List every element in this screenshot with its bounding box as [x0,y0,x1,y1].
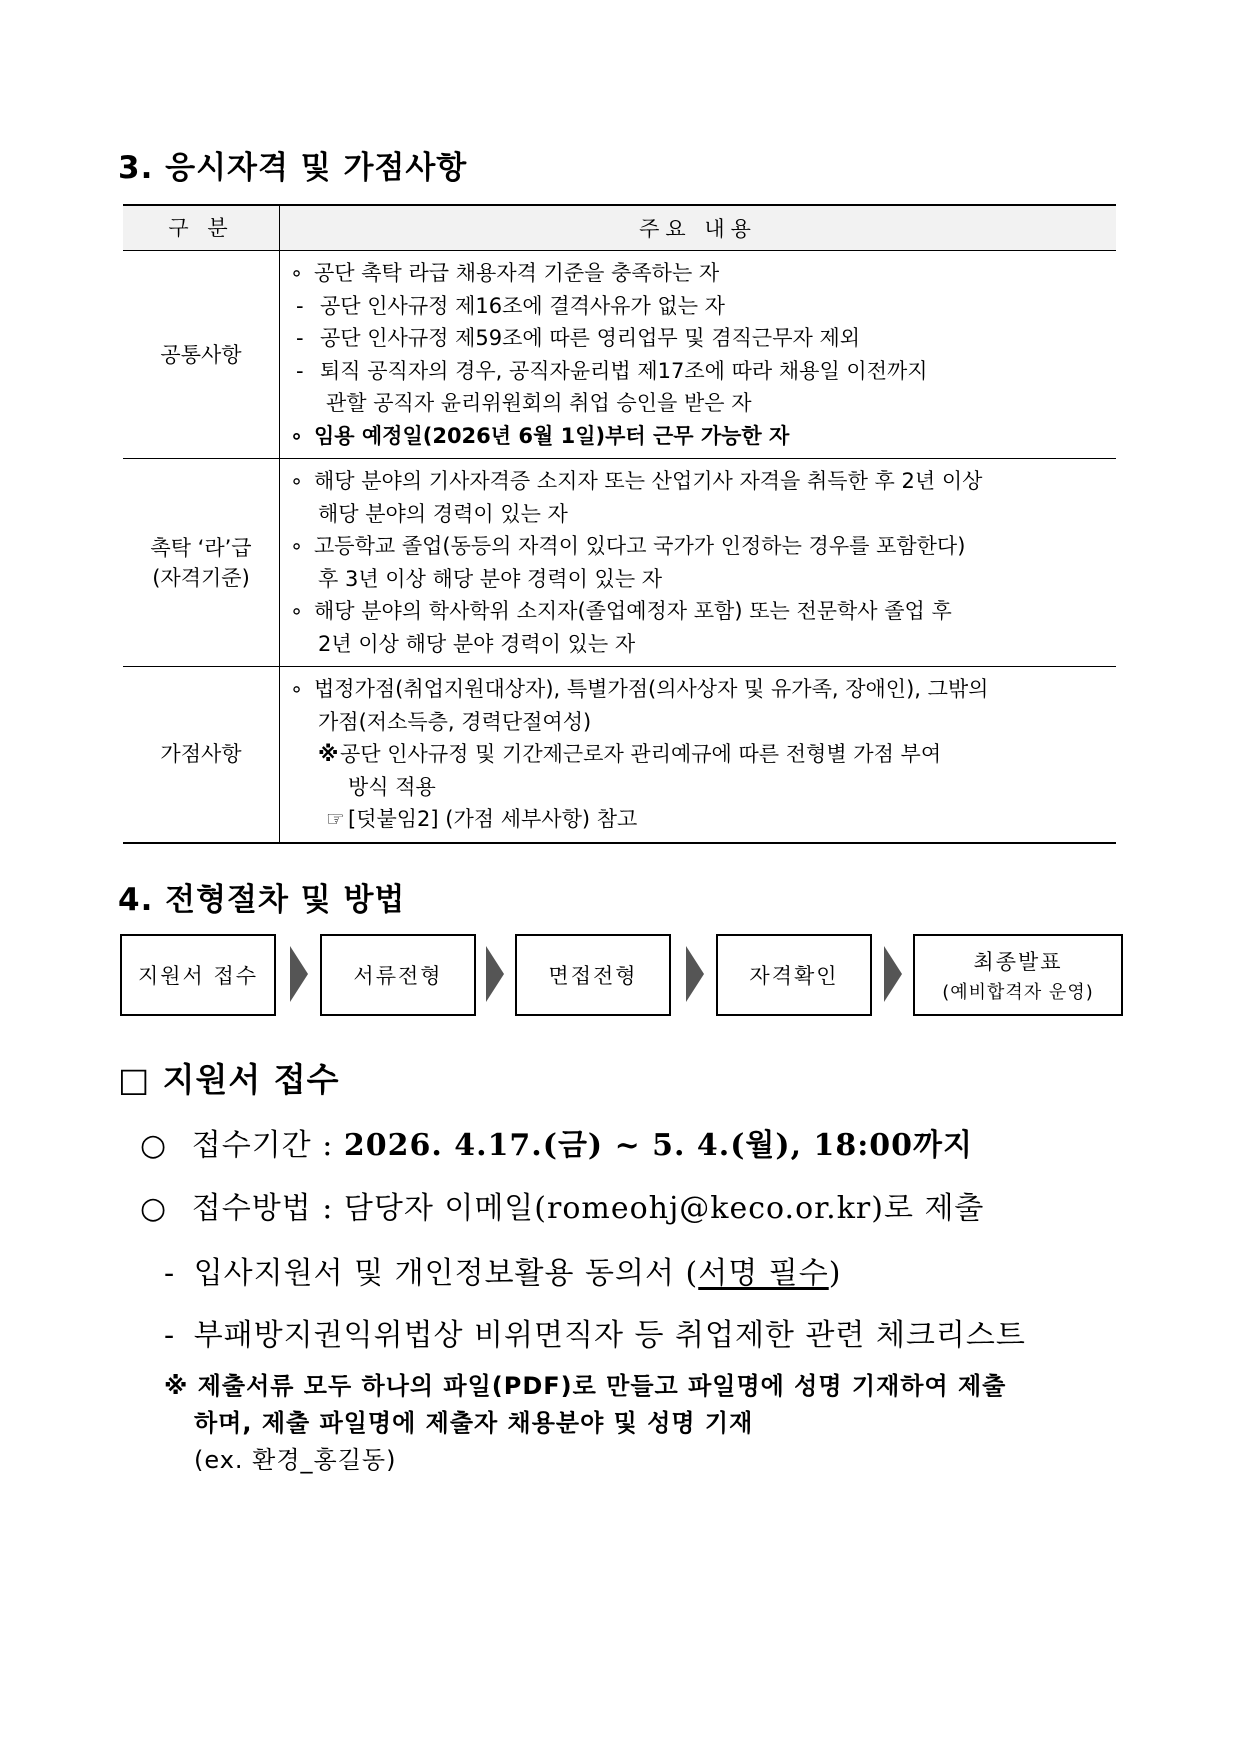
submission-note [164,1368,1006,1479]
note-line: 하며, 제출 파일명에 제출자 채용분야 및 성명 기재 [194,1409,754,1437]
table-header-content: 주요 내용 [280,205,1117,251]
content-line: - 퇴직 공직자의 경우, 공직자윤리법 제17조에 따라 채용일 이전까지 [296,358,928,383]
content-line-start-date: ∘ 임용 예정일(2026년 6월 1일)부터 근무 가능한 자 [290,423,790,448]
content-line: 방식 적용 [348,774,436,799]
row-category-grade-line1: 촉탁 ‘라’급 [150,535,252,560]
row-category-bonus: 가점사항 [123,667,280,843]
step-interview [515,934,671,1016]
content-line: 후 3년 이상 해당 분야 경력이 있는 자 [318,566,663,591]
row-content-bonus [280,667,1117,843]
content-line: ∘ 해당 분야의 기사자격증 소지자 또는 산업기사 자격을 취득한 후 2년 이상 [290,469,983,493]
content-line: ∘ 법정가점(취업지원대상자), 특별가점(의사상자 및 유가족, 장애인), 그밖의 [290,677,989,701]
table-row-common [123,251,1116,459]
content-line: ※공단 인사규정 및 기간제근로자 관리예규에 따른 전형별 가점 부여 [318,742,942,766]
method-label: 접수방법 : [191,1191,334,1226]
content-line: ∘ 고등학교 졸업(동등의 자격이 있다고 국가가 인정하는 경우를 포함한다) [290,534,966,558]
doc-text: 입사지원서 및 개인정보활용 동의서 ( [193,1256,699,1291]
doc-suffix: ) [828,1256,842,1291]
arrow-right-icon [884,946,902,1002]
table-row-bonus [123,667,1116,843]
step-label: 서류전형 [353,964,443,988]
period-value: 2026. 4.17.(금) ~ 5. 4.(월), 18:00까지 [343,1128,974,1163]
table-row-grade [123,459,1116,667]
row-content-common [280,251,1117,459]
section-4-title: 4. 전형절차 및 방법 [118,882,406,918]
doc-text: 부패방지권익위법상 비위면직자 등 취업제한 관련 체크리스트 [193,1318,1026,1353]
arrow-right-icon [686,946,704,1002]
doc-item-application-form [164,1248,841,1292]
signature-required: 서명 필수 [698,1256,829,1291]
arrow-right-icon [486,946,504,1002]
content-line: ∘ 해당 분야의 학사학위 소지자(졸업예정자 포함) 또는 전문학사 졸업 후 [290,599,952,623]
content-line: - 공단 인사규정 제16조에 결격사유가 없는 자 [296,293,725,318]
step-final-announcement [913,934,1123,1016]
period-label: 접수기간 : [191,1128,334,1163]
step-label: 지원서 접수 [137,964,259,988]
dash-bullet: - [164,1318,176,1353]
step-application [120,934,276,1016]
dash-bullet: - [164,1256,176,1291]
note-line: 제출서류 모두 하나의 파일(PDF)로 만들고 파일명에 성명 기재하여 제출 [197,1372,1007,1400]
method-value: 담당자 이메일(romeohj@keco.or.kr)로 제출 [343,1191,985,1226]
step-document-screening [320,934,476,1016]
arrow-right-icon [290,946,308,1002]
row-category-common: 공통사항 [123,251,280,459]
section-3-title: 3. 응시자격 및 가점사항 [118,150,468,186]
step-label: 자격확인 [749,964,839,988]
note-marker: ※ [164,1372,189,1400]
step-label: 최종발표 [973,950,1063,974]
content-line: 관할 공직자 윤리위원회의 취업 승인을 받은 자 [326,391,752,415]
application-method [140,1183,984,1227]
row-category-grade [123,459,280,667]
circle-bullet: ○ [140,1191,168,1226]
circle-bullet: ○ [140,1128,168,1163]
application-period [140,1120,973,1164]
step-label: 면접전형 [548,964,638,988]
content-line: 가점(저소득층, 경력단절여성) [318,709,592,734]
table-header-category: 구 분 [123,205,280,251]
step-sublabel: (예비합격자 운영) [942,982,1094,1003]
content-line: - 공단 인사규정 제59조에 따른 영리업무 및 겸직근무자 제외 [296,326,861,350]
content-line: ☞ [덧붙임2] (가점 세부사항) 참고 [326,807,638,831]
qualification-table [123,204,1116,844]
row-category-grade-line2: (자격기준) [152,565,250,590]
note-example: (ex. 환경_홍길동) [194,1446,397,1474]
row-content-grade [280,459,1117,667]
content-line: 2년 이상 해당 분야 경력이 있는 자 [318,631,636,656]
step-qualification-check [716,934,872,1016]
doc-item-checklist [164,1310,1026,1354]
content-line: 해당 분야의 경력이 있는 자 [318,501,568,526]
content-line: ∘ 공단 촉탁 라급 채용자격 기준을 충족하는 자 [290,261,720,285]
application-title: □ 지원서 접수 [118,1060,340,1099]
